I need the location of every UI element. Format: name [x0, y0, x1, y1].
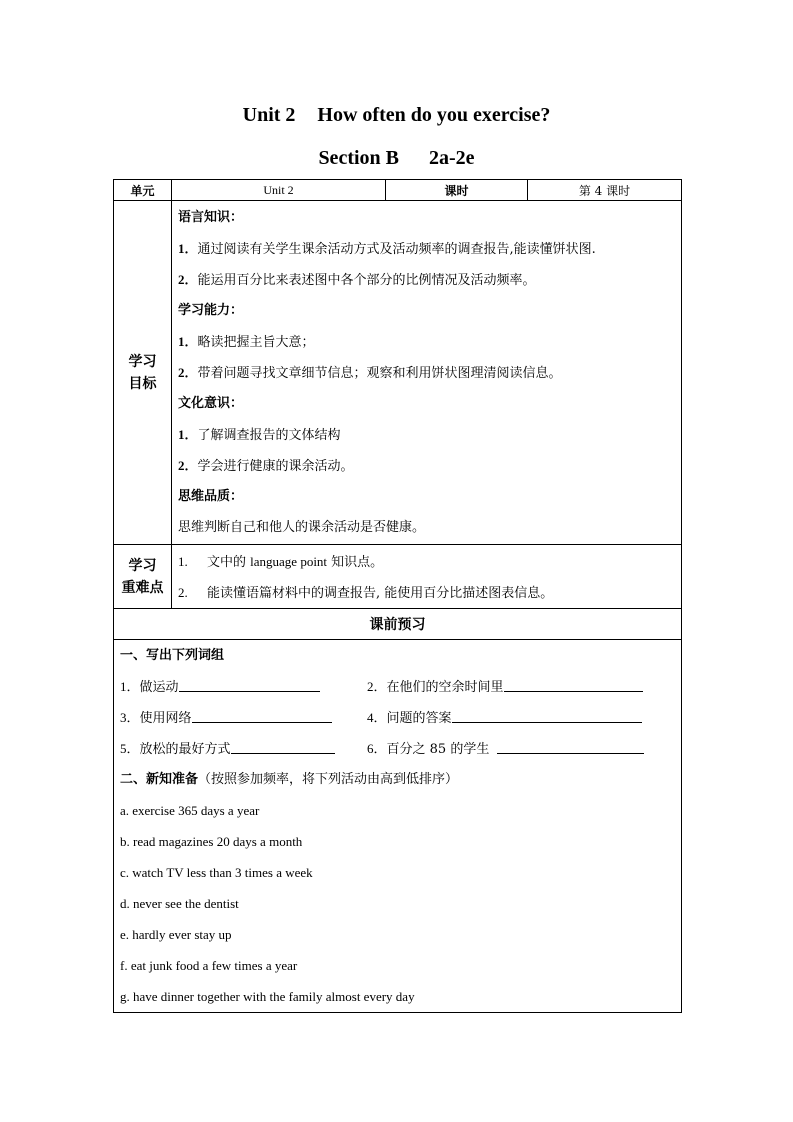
phrase-num: 3．	[120, 710, 140, 725]
phrase-text: 使用网络	[139, 711, 192, 726]
keypoints-label-line1: 学习	[128, 557, 157, 574]
preview-title-row	[114, 609, 682, 640]
phrase-item	[367, 733, 644, 764]
phrase-text: 问题的答案	[386, 711, 452, 726]
keypoint-item	[178, 577, 681, 608]
objectives-row	[114, 201, 682, 545]
unit-label: 单元	[114, 180, 172, 201]
objectives-label-line2: 目标	[128, 375, 157, 392]
objective-text: 能运用百分比来表述图中各个部分的比例情况及活动频率。	[197, 273, 536, 288]
keypoints-label-line2: 重难点	[121, 579, 164, 596]
objective-item	[178, 450, 681, 481]
section-title	[0, 147, 793, 170]
activity-item: g. have dinner together with the family almost every day	[120, 989, 415, 1004]
objective-num: 1．	[178, 334, 198, 349]
activity-item: d. never see the dentist	[120, 896, 239, 911]
phrase-num: 5．	[120, 741, 140, 756]
phrase-item	[120, 702, 367, 733]
title-question: How often do you exercise?	[317, 104, 551, 126]
objective-num: 2．	[178, 272, 198, 287]
objective-heading: 语言知识：	[178, 210, 244, 225]
activity-item: e. hardly ever stay up	[120, 927, 232, 942]
page-title	[0, 104, 793, 127]
objectives-content	[172, 201, 682, 545]
phrase-row	[120, 671, 681, 702]
phrase-text: 放松的最好方式	[139, 742, 231, 757]
objective-text: 学会进行健康的课余活动。	[197, 459, 354, 474]
phrase-num: 1．	[120, 679, 140, 694]
objective-text: 略读把握主旨大意；	[197, 335, 315, 350]
period-value: 第 4 课时	[528, 180, 682, 201]
objective-num: 2．	[178, 458, 198, 473]
lesson-table	[113, 179, 682, 1013]
keypoint-text-post: 知识点。	[327, 554, 384, 570]
period-label: 课时	[386, 180, 528, 201]
phrase-num: 2．	[367, 679, 387, 694]
part2-note: （按照参加频率，将下列活动由高到低排序）	[198, 772, 459, 787]
activity-item: c. watch TV less than 3 times a week	[120, 865, 313, 880]
answer-blank[interactable]	[452, 708, 642, 723]
keypoint-text: 能读懂语篇材料中的调查报告, 能使用百分比描述图表信息。	[207, 585, 554, 601]
unit-value: Unit 2	[172, 180, 386, 201]
objective-item	[178, 326, 681, 357]
objective-item	[178, 419, 681, 450]
activity-item: b. read magazines 20 days a month	[120, 834, 303, 849]
objective-heading: 文化意识：	[178, 396, 244, 411]
keypoints-content	[172, 545, 682, 609]
phrase-item	[120, 671, 367, 702]
part1-heading: 一、写出下列词组	[120, 648, 225, 663]
objective-text: 通过阅读有关学生课余活动方式及活动频率的调查报告,能读懂饼状图.	[197, 242, 596, 257]
keypoint-text-en: language point	[250, 553, 328, 569]
objective-item: 思维判断自己和他人的课余活动是否健康。	[178, 520, 426, 535]
objectives-label	[114, 201, 172, 545]
answer-blank[interactable]	[179, 677, 320, 692]
objective-text: 带着问题寻找文章细节信息；观察和利用饼状图理清阅读信息。	[197, 366, 562, 381]
objective-heading: 学习能力：	[178, 303, 244, 318]
objective-item	[178, 233, 681, 264]
objective-num: 1．	[178, 427, 198, 442]
activity-item: a. exercise 365 days a year	[120, 803, 260, 818]
phrase-item	[367, 671, 643, 702]
objective-item	[178, 357, 681, 388]
answer-blank[interactable]	[231, 739, 335, 754]
answer-blank[interactable]	[192, 708, 332, 723]
phrase-row	[120, 702, 681, 733]
keypoint-num: 2.	[178, 584, 188, 600]
phrase-text: 百分之 85 的学生	[386, 742, 490, 757]
preview-title: 课前预习	[114, 609, 682, 640]
phrase-row	[120, 733, 681, 764]
keypoint-num: 1.	[178, 553, 188, 569]
part2-heading: 二、新知准备	[120, 772, 199, 787]
phrase-text: 做运动	[139, 680, 179, 695]
preview-content	[114, 640, 682, 1013]
objective-num: 1．	[178, 241, 198, 256]
keypoint-text-pre: 文中的	[207, 554, 251, 570]
phrase-item	[367, 702, 642, 733]
objective-text: 了解调查报告的文体结构	[197, 428, 341, 443]
phrase-text: 在他们的空余时间里	[386, 680, 504, 695]
phrase-item	[120, 733, 367, 764]
title-unit: Unit 2	[242, 104, 296, 126]
part2-heading-line	[120, 764, 681, 795]
section-range: 2a-2e	[429, 147, 475, 169]
activity-list	[120, 795, 681, 1012]
info-row	[114, 180, 682, 201]
objectives-label-line1: 学习	[128, 353, 157, 370]
objective-heading: 思维品质：	[178, 489, 244, 504]
phrase-num: 6．	[367, 741, 387, 756]
objective-num: 2．	[178, 365, 198, 380]
keypoint-item	[178, 546, 681, 577]
objectives-list	[178, 202, 681, 543]
keypoints-label	[114, 545, 172, 609]
section-name: Section B	[318, 147, 399, 169]
activity-item: f. eat junk food a few times a year	[120, 958, 298, 973]
objective-item	[178, 264, 681, 295]
preview-row	[114, 640, 682, 1013]
keypoints-row	[114, 545, 682, 609]
phrase-num: 4．	[367, 710, 387, 725]
answer-blank[interactable]	[504, 677, 643, 692]
answer-blank[interactable]	[497, 739, 644, 754]
